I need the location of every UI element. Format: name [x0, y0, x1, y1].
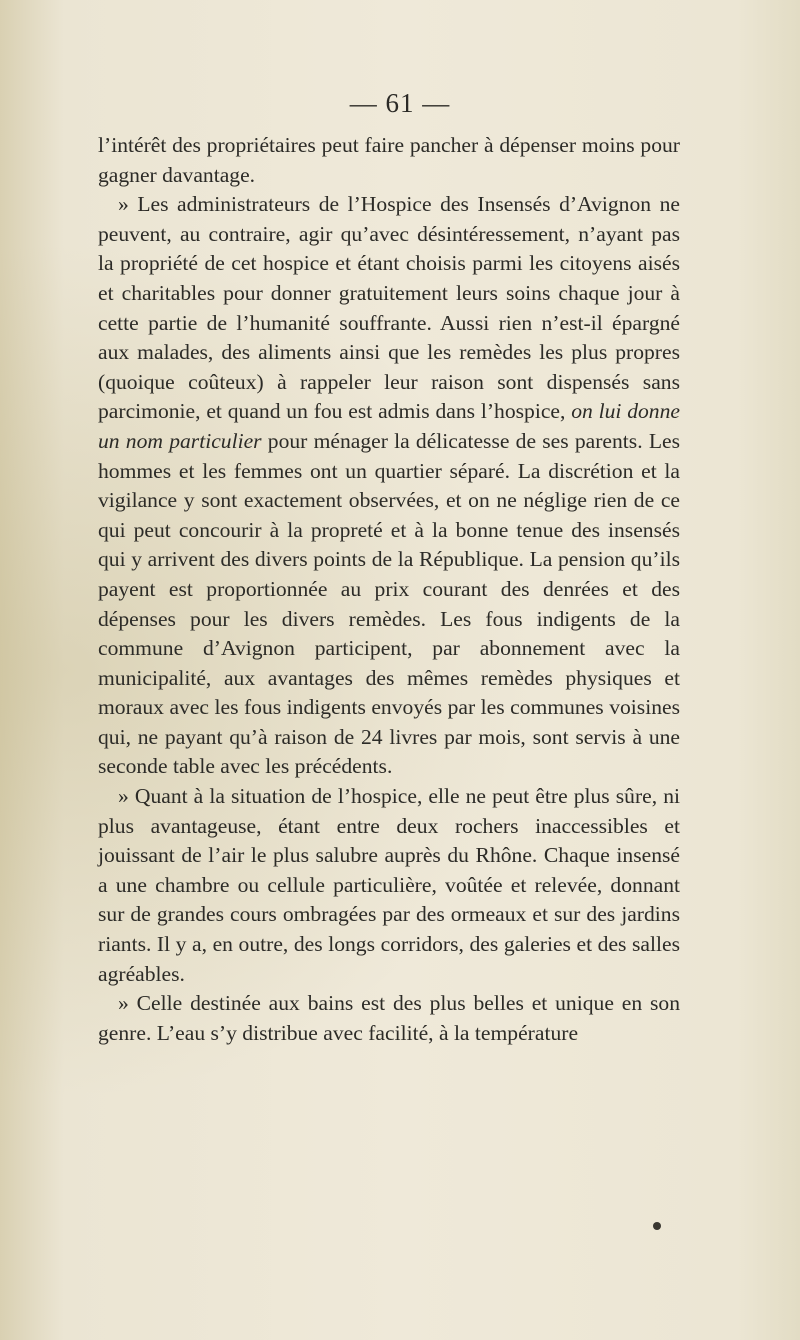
- body-text: [98, 131, 680, 1048]
- page-number: — 61 —: [349, 88, 451, 118]
- paragraph-2-text-start: » Les administrateurs de l’Hospice des Insensés d’Avignon ne peuvent, au contraire, agir qu’avec désintéressement, n’ayant pas la propriété de cet hospice et étant choisis parmi les citoyens aisés et charitables pour donner gratuitement leurs soins chaque jour à cette partie de l’humanité souffrante. Aussi rien n’est-il épargné aux malades, des aliments ainsi que les remèdes les plus propres (quoique coûteux) à rappeler leur raison sont dispensés sans parcimonie, et quand un fou est admis dans l’hospice,: [98, 192, 680, 424]
- italic-phrase: on lui donne un nom particulier: [98, 399, 680, 453]
- paragraph-1: l’intérêt des propriétaires peut faire pancher à dépenser moins pour gagner davantage.: [98, 133, 680, 187]
- paragraph-2-text-end: pour ménager la délicatesse de ses parents. Les hommes et les femmes ont un quartier séparé. La discrétion et la vigilance y sont exactement observées, et on ne néglige rien de ce qui peut concourir à la propreté et à la bonne tenue des insensés qui y arrivent des divers points de la République. La pension qu’ils payent est proportionnée au prix courant des denrées et des dépenses pour les divers remèdes. Les fous indigents de la commune d’Avignon participent, par abonnement avec la municipalité, aux avantages des mêmes remèdes physiques et moraux avec les fous indigents envoyés par les communes voisines qui, ne payant qu’à raison de 24 livres par mois, sont servis à une seconde table avec les précédents.: [98, 428, 680, 779]
- paragraph-4: » Celle destinée aux bains est des plus belles et unique en son genre. L’eau s’y distribue avec facilité, à la température: [98, 991, 680, 1045]
- ink-spot: [653, 1222, 661, 1230]
- paragraph-2: [98, 190, 680, 782]
- paragraph-3: » Quant à la situation de l’hospice, elle ne peut être plus sûre, ni plus avantageuse, étant entre deux rochers inaccessibles et jouissant de l’air le plus salubre auprès du Rhône. Chaque insensé a une chambre ou cellule particulière, voûtée et relevée, donnant sur de grandes cours ombragées par des ormeaux et sur des jardins riants. Il y a, en outre, des longs corridors, des galeries et des salles agréables.: [98, 784, 680, 986]
